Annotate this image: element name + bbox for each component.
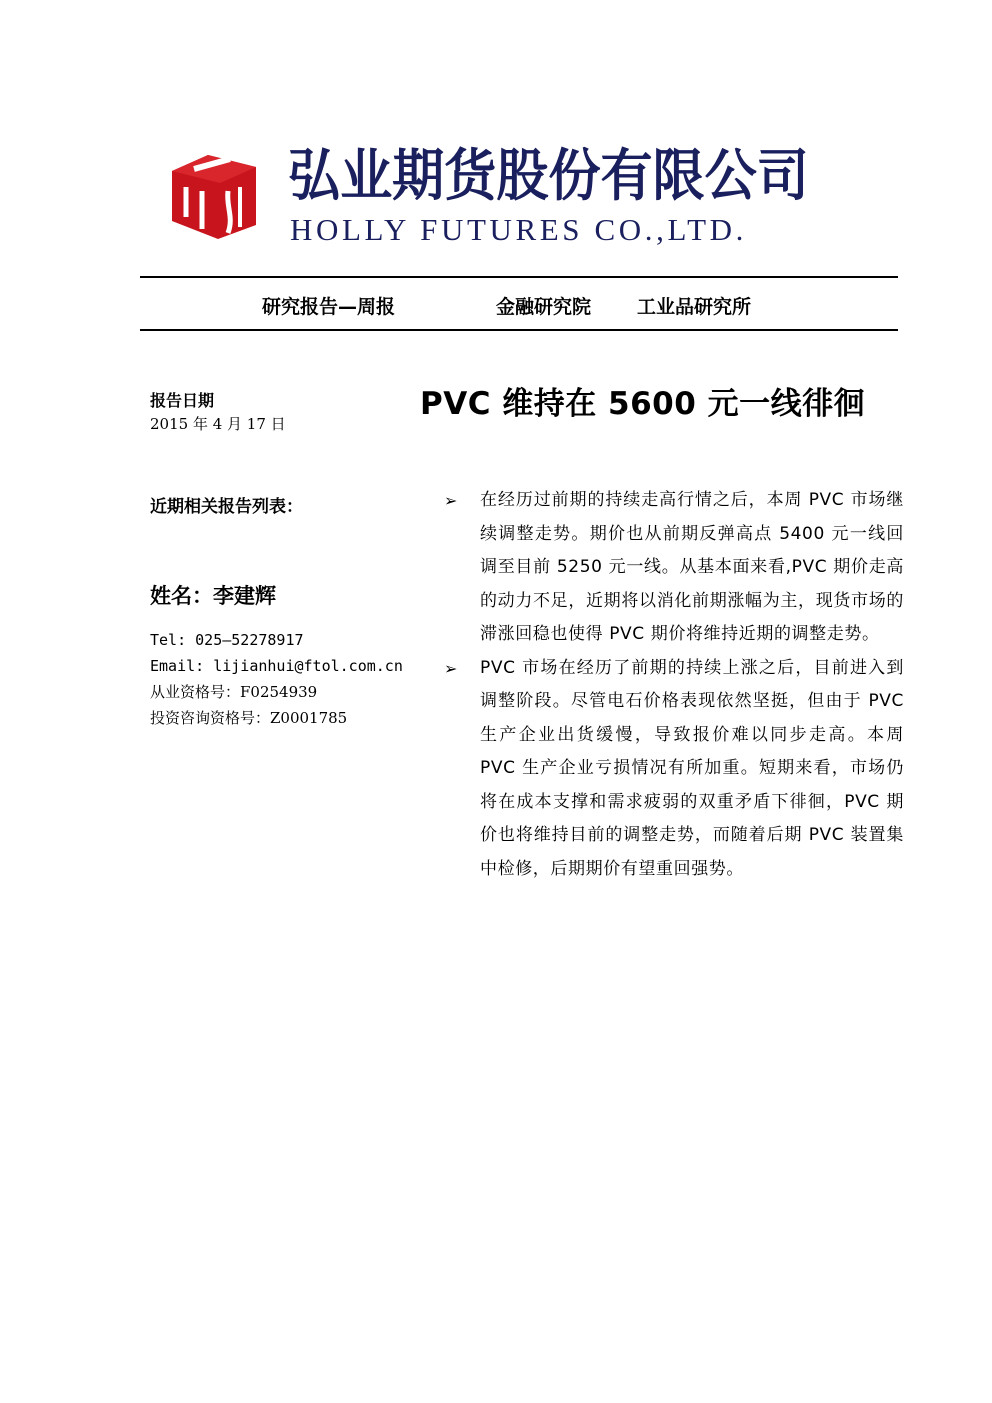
bottom-rule bbox=[140, 329, 898, 331]
author-email[interactable]: Email: lijianhui@ftol.com.cn bbox=[150, 657, 403, 675]
summary-bullet bbox=[440, 652, 910, 887]
arrow-bullet-icon: ➢ bbox=[444, 658, 458, 678]
department-name: 工业品研究所 bbox=[637, 296, 752, 318]
institute-name: 金融研究院 bbox=[496, 296, 592, 318]
related-reports-label: 近期相关报告列表： bbox=[150, 497, 303, 517]
report-date-value: 2015 年 4 月 17 日 bbox=[150, 415, 286, 433]
company-name-en: HOLLY FUTURES CO.,LTD. bbox=[290, 212, 748, 247]
author-name: 姓名：李建辉 bbox=[150, 584, 276, 608]
company-logo-mark bbox=[168, 147, 260, 241]
report-date-label: 报告日期 bbox=[150, 391, 215, 410]
report-type: 研究报告—周报 bbox=[262, 296, 396, 318]
bullet-text: PVC 市场在经历了前期的持续上涨之后，目前进入到调整阶段。尽管电石价格表现依然坚挺，但由于 PVC 生产企业出货缓慢，导致报价难以同步走高。本周 PVC 生产企业亏损情况有所加重。短期来看，市场仍将在成本支撑和需求疲弱的双重矛盾下徘徊，PVC 期价也将维持目前的调整走势，而随着后期 PVC 装置集中检修，后期期价有望重回强势。 bbox=[480, 657, 904, 879]
author-tel: Tel: 025—52278917 bbox=[150, 631, 304, 649]
author-license: 从业资格号：F0254939 bbox=[150, 683, 318, 701]
company-name-cn: 弘业期货股份有限公司 bbox=[288, 144, 809, 209]
report-title: PVC 维持在 5600 元一线徘徊 bbox=[420, 386, 866, 422]
arrow-bullet-icon: ➢ bbox=[444, 491, 458, 510]
author-advisory-license: 投资咨询资格号：Z0001785 bbox=[150, 709, 348, 727]
bullet-text: 在经历过前期的持续走高行情之后，本周 PVC 市场继续调整走势。期价也从前期反弹高点 5400 元一线回调至目前 5250 元一线。从基本面来看,PVC 期价走高的动力不足，近期将以消化前期涨幅为主，现货市场的滞涨回稳也使得 PVC 期价将维持近期的调整走势。 bbox=[480, 490, 904, 644]
summary-bullet bbox=[440, 484, 910, 652]
top-rule bbox=[140, 276, 898, 278]
summary-bullets bbox=[440, 484, 910, 886]
report-banner bbox=[140, 288, 898, 322]
author-contact bbox=[150, 627, 403, 731]
